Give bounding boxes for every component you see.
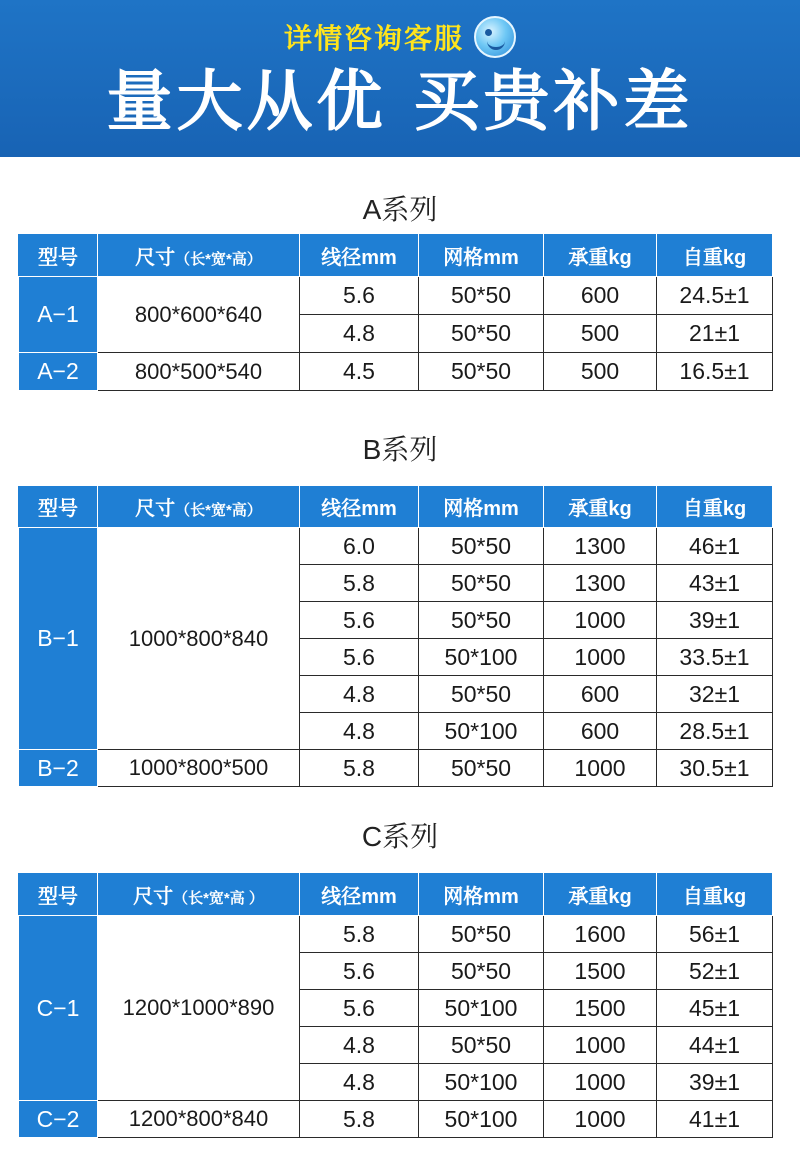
- wire-cell: 4.8: [300, 315, 419, 353]
- load-cell: 600: [544, 277, 657, 315]
- header-size: [98, 873, 300, 916]
- header-model: 型号: [19, 486, 98, 528]
- load-cell: 1500: [544, 990, 657, 1027]
- load-cell: 500: [544, 315, 657, 353]
- series-a-table: [18, 233, 773, 391]
- model-cell: B−2: [19, 750, 98, 787]
- weight-cell: 44±1: [657, 1027, 773, 1064]
- load-cell: 600: [544, 713, 657, 750]
- weight-cell: 32±1: [657, 676, 773, 713]
- size-cell: 1000*800*500: [98, 750, 300, 787]
- smiley-drop-icon: [474, 16, 516, 58]
- load-cell: 1000: [544, 1101, 657, 1138]
- size-cell: 1200*800*840: [98, 1101, 300, 1138]
- mesh-cell: 50*50: [419, 953, 544, 990]
- header-size-sub: （长*宽*高）: [175, 502, 262, 519]
- model-cell: A−1: [19, 277, 98, 353]
- series-b-title: B系列: [362, 434, 438, 465]
- mesh-cell: 50*50: [419, 353, 544, 391]
- header-row: [19, 873, 773, 916]
- weight-cell: 45±1: [657, 990, 773, 1027]
- mesh-cell: 50*50: [419, 676, 544, 713]
- weight-cell: 24.5±1: [657, 277, 773, 315]
- weight-cell: 52±1: [657, 953, 773, 990]
- wire-cell: 6.0: [300, 528, 419, 565]
- series-b-table: [18, 485, 773, 787]
- weight-cell: 28.5±1: [657, 713, 773, 750]
- series-a-title: A系列: [362, 194, 438, 225]
- header-weight: 自重kg: [657, 873, 773, 916]
- header-weight: 自重kg: [657, 234, 773, 277]
- wire-cell: 5.6: [300, 953, 419, 990]
- wire-cell: 5.6: [300, 639, 419, 676]
- size-cell: 800*600*640: [98, 277, 300, 353]
- header-size-main: 尺寸: [135, 498, 176, 520]
- mesh-cell: 50*100: [419, 990, 544, 1027]
- table-row: [19, 353, 773, 391]
- model-cell: C−2: [19, 1101, 98, 1138]
- mesh-cell: 50*100: [419, 1101, 544, 1138]
- header-size: [98, 486, 300, 528]
- header-wire: 线径mm: [300, 234, 419, 277]
- header-load: 承重kg: [544, 486, 657, 528]
- load-cell: 1000: [544, 602, 657, 639]
- weight-cell: 33.5±1: [657, 639, 773, 676]
- table-row: [19, 750, 773, 787]
- size-cell: 800*500*540: [98, 353, 300, 391]
- wire-cell: 4.8: [300, 1027, 419, 1064]
- table-row: [19, 277, 773, 315]
- header-size-sub: （长*宽*高）: [175, 250, 262, 268]
- header-wire: 线径mm: [300, 486, 419, 528]
- load-cell: 1300: [544, 528, 657, 565]
- wire-cell: 4.8: [300, 1064, 419, 1101]
- header-wire: 线径mm: [300, 873, 419, 916]
- load-cell: 1500: [544, 953, 657, 990]
- size-cell: 1200*1000*890: [98, 916, 300, 1101]
- weight-cell: 41±1: [657, 1101, 773, 1138]
- load-cell: 1000: [544, 639, 657, 676]
- weight-cell: 46±1: [657, 528, 773, 565]
- header-size-sub: （长*宽*高 ）: [173, 889, 264, 907]
- header-model: 型号: [19, 873, 98, 916]
- load-cell: 1000: [544, 1064, 657, 1101]
- mesh-cell: 50*50: [419, 750, 544, 787]
- weight-cell: 30.5±1: [657, 750, 773, 787]
- mesh-cell: 50*50: [419, 565, 544, 602]
- header-mesh: 网格mm: [419, 873, 544, 916]
- header-load: 承重kg: [544, 873, 657, 916]
- customer-service-link[interactable]: [0, 14, 800, 60]
- load-cell: 600: [544, 676, 657, 713]
- header-mesh: 网格mm: [419, 486, 544, 528]
- promo-banner: [0, 0, 800, 157]
- mesh-cell: 50*100: [419, 713, 544, 750]
- model-cell: A−2: [19, 353, 98, 391]
- mesh-cell: 50*50: [419, 916, 544, 953]
- weight-cell: 16.5±1: [657, 353, 773, 391]
- wire-cell: 5.8: [300, 916, 419, 953]
- weight-cell: 21±1: [657, 315, 773, 353]
- table-row: [19, 1101, 773, 1138]
- header-model: 型号: [19, 234, 98, 277]
- mesh-cell: 50*50: [419, 277, 544, 315]
- mesh-cell: 50*50: [419, 315, 544, 353]
- wire-cell: 4.8: [300, 676, 419, 713]
- table-row: [19, 528, 773, 565]
- header-row: [19, 234, 773, 277]
- load-cell: 1000: [544, 1027, 657, 1064]
- header-load: 承重kg: [544, 234, 657, 277]
- load-cell: 1300: [544, 565, 657, 602]
- wire-cell: 4.5: [300, 353, 419, 391]
- model-cell: B−1: [19, 528, 98, 750]
- mesh-cell: 50*100: [419, 1064, 544, 1101]
- header-size: [98, 234, 300, 277]
- mesh-cell: 50*50: [419, 1027, 544, 1064]
- load-cell: 1000: [544, 750, 657, 787]
- wire-cell: 5.8: [300, 750, 419, 787]
- header-weight: 自重kg: [657, 486, 773, 528]
- header-size-main: 尺寸: [133, 885, 174, 908]
- mesh-cell: 50*100: [419, 639, 544, 676]
- wire-cell: 5.8: [300, 565, 419, 602]
- weight-cell: 39±1: [657, 602, 773, 639]
- header-size-main: 尺寸: [135, 246, 176, 269]
- wire-cell: 5.8: [300, 1101, 419, 1138]
- header-row: [19, 486, 773, 528]
- model-cell: C−1: [19, 916, 98, 1101]
- load-cell: 1600: [544, 916, 657, 953]
- size-cell: 1000*800*840: [98, 528, 300, 750]
- series-c-title: C系列: [361, 821, 439, 852]
- wire-cell: 4.8: [300, 713, 419, 750]
- weight-cell: 56±1: [657, 916, 773, 953]
- table-row: [19, 916, 773, 953]
- promo-headline: 量大从优 买贵补差: [106, 63, 694, 140]
- weight-cell: 43±1: [657, 565, 773, 602]
- service-label: 详情咨询客服: [283, 22, 464, 55]
- load-cell: 500: [544, 353, 657, 391]
- header-mesh: 网格mm: [419, 234, 544, 277]
- mesh-cell: 50*50: [419, 602, 544, 639]
- mesh-cell: 50*50: [419, 528, 544, 565]
- wire-cell: 5.6: [300, 277, 419, 315]
- series-c-table: [18, 872, 773, 1138]
- weight-cell: 39±1: [657, 1064, 773, 1101]
- wire-cell: 5.6: [300, 602, 419, 639]
- wire-cell: 5.6: [300, 990, 419, 1027]
